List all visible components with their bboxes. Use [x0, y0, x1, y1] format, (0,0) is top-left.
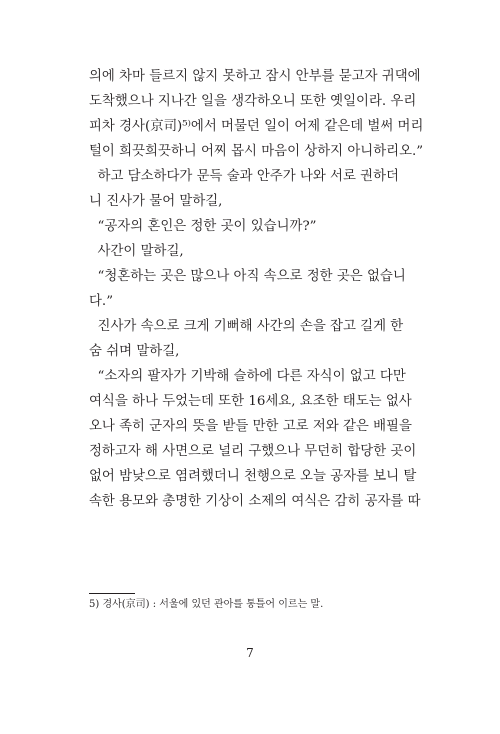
text-line-3: 피차 경사(京司)⁵⁾에서 머물던 일이 어제 같은데 벌써 머리 — [89, 119, 424, 134]
text-line-15: 오나 족히 군자의 뜻을 받들 만한 고로 저와 같은 배필을 — [89, 419, 412, 434]
text-line-10: 다.” — [89, 294, 114, 309]
text-line-12: 숨 쉬며 말하길, — [89, 344, 180, 359]
text-line-17: 없어 밤낮으로 염려했더니 천행으로 오늘 공자를 보니 탈 — [89, 469, 417, 484]
footnote-divider — [89, 593, 135, 594]
page-number: 7 — [246, 646, 254, 660]
text-line-16: 정하고자 해 사면으로 널리 구했으나 무던히 합당한 곳이 — [89, 444, 417, 459]
text-line-7: “공자의 혼인은 정한 곳이 있습니까?” — [89, 219, 317, 234]
text-line-18: 속한 용모와 총명한 기상이 소제의 여식은 감히 공자를 따 — [89, 494, 421, 509]
text-line-11: 진사가 속으로 크게 기뻐해 사간의 손을 잡고 길게 한 — [89, 319, 404, 334]
footnote: 5) 경사(京司) : 서울에 있던 관아를 통틀어 이르는 말. — [89, 599, 324, 610]
text-line-4: 털이 희끗희끗하니 어찌 몹시 마음이 상하지 아니하리오.” — [89, 144, 424, 159]
text-line-13: “소자의 팔자가 기박해 슬하에 다른 자식이 없고 다만 — [89, 369, 406, 384]
text-line-8: 사간이 말하길, — [89, 244, 184, 259]
text-line-2: 도착했으나 지나간 일을 생각하오니 또한 옛일이라. 우리 — [89, 94, 417, 109]
text-line-5: 하고 담소하다가 문득 술과 안주가 나와 서로 권하더 — [89, 169, 399, 184]
text-line-14: 여식을 하나 두었는데 또한 16세요, 요조한 태도는 없사 — [89, 394, 412, 409]
text-line-9: “청혼하는 곳은 많으나 아직 속으로 정한 곳은 없습니 — [89, 269, 406, 284]
text-line-6: 니 진사가 물어 말하길, — [89, 194, 223, 209]
text-line-1: 의에 차마 들르지 않지 못하고 잠시 안부를 묻고자 귀댁에 — [89, 69, 421, 84]
